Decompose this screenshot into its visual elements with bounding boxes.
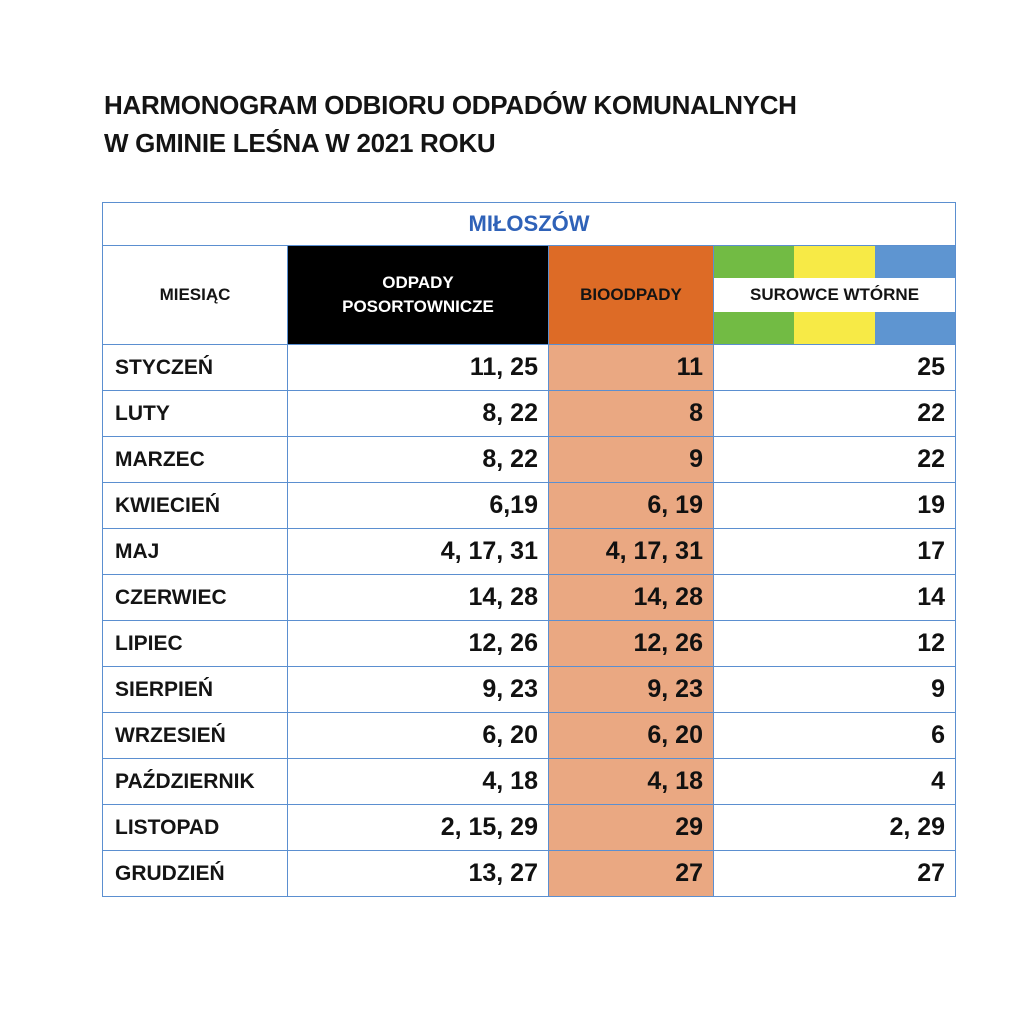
table-row <box>103 483 956 529</box>
table-row <box>103 345 956 391</box>
header-month: MIESIĄC <box>103 246 288 345</box>
surowce-cell: 17 <box>714 529 956 575</box>
bioodpady-cell: 8 <box>549 391 714 437</box>
location-row <box>103 203 956 246</box>
odpady-cell: 4, 18 <box>288 759 549 805</box>
surowce-cell: 12 <box>714 621 956 667</box>
odpady-cell: 14, 28 <box>288 575 549 621</box>
location-name: MIŁOSZÓW <box>103 203 956 246</box>
month-cell: PAŹDZIERNIK <box>103 759 288 805</box>
surowce-cell: 22 <box>714 391 956 437</box>
table-row <box>103 713 956 759</box>
color-stripes-top <box>714 246 955 278</box>
surowce-cell: 2, 29 <box>714 805 956 851</box>
month-cell: SIERPIEŃ <box>103 667 288 713</box>
month-cell: LIPIEC <box>103 621 288 667</box>
table-row <box>103 851 956 897</box>
month-cell: LISTOPAD <box>103 805 288 851</box>
green-stripe <box>714 312 794 344</box>
document-title <box>104 86 797 162</box>
surowce-cell: 4 <box>714 759 956 805</box>
odpady-cell: 9, 23 <box>288 667 549 713</box>
month-cell: CZERWIEC <box>103 575 288 621</box>
title-line-2: W GMINIE LEŚNA W 2021 ROKU <box>104 128 496 158</box>
table-row <box>103 437 956 483</box>
yellow-stripe <box>794 312 874 344</box>
odpady-cell: 6,19 <box>288 483 549 529</box>
month-cell: LUTY <box>103 391 288 437</box>
surowce-cell: 9 <box>714 667 956 713</box>
table-row <box>103 621 956 667</box>
odpady-cell: 2, 15, 29 <box>288 805 549 851</box>
blue-stripe <box>875 246 955 278</box>
surowce-cell: 14 <box>714 575 956 621</box>
color-stripes-bottom <box>714 312 955 344</box>
bioodpady-cell: 6, 19 <box>549 483 714 529</box>
odpady-cell: 12, 26 <box>288 621 549 667</box>
table-row <box>103 575 956 621</box>
month-cell: MAJ <box>103 529 288 575</box>
bioodpady-cell: 12, 26 <box>549 621 714 667</box>
month-cell: WRZESIEŃ <box>103 713 288 759</box>
bioodpady-cell: 9, 23 <box>549 667 714 713</box>
header-surowce-wtorne <box>714 246 956 345</box>
bioodpady-cell: 9 <box>549 437 714 483</box>
bioodpady-cell: 27 <box>549 851 714 897</box>
month-cell: KWIECIEŃ <box>103 483 288 529</box>
odpady-cell: 8, 22 <box>288 437 549 483</box>
header-row <box>103 246 956 345</box>
odpady-cell: 6, 20 <box>288 713 549 759</box>
bioodpady-cell: 4, 17, 31 <box>549 529 714 575</box>
odpady-cell: 13, 27 <box>288 851 549 897</box>
month-cell: STYCZEŃ <box>103 345 288 391</box>
bioodpady-cell: 14, 28 <box>549 575 714 621</box>
header-odpady-line-2: POSORTOWNICZE <box>342 297 494 316</box>
surowce-cell: 19 <box>714 483 956 529</box>
bioodpady-cell: 11 <box>549 345 714 391</box>
header-odpady-line-1: ODPADY <box>382 273 454 292</box>
header-bioodpady: BIOODPADY <box>549 246 714 345</box>
bioodpady-cell: 29 <box>549 805 714 851</box>
surowce-cell: 25 <box>714 345 956 391</box>
table-row <box>103 391 956 437</box>
surowce-cell: 22 <box>714 437 956 483</box>
bioodpady-cell: 6, 20 <box>549 713 714 759</box>
table-row <box>103 759 956 805</box>
surowce-cell: 27 <box>714 851 956 897</box>
schedule-table <box>102 202 956 897</box>
bioodpady-cell: 4, 18 <box>549 759 714 805</box>
surowce-cell: 6 <box>714 713 956 759</box>
odpady-cell: 8, 22 <box>288 391 549 437</box>
blue-stripe <box>875 312 955 344</box>
green-stripe <box>714 246 794 278</box>
month-cell: GRUDZIEŃ <box>103 851 288 897</box>
header-surowce-label: SUROWCE WTÓRNE <box>750 285 920 304</box>
table-row <box>103 667 956 713</box>
odpady-cell: 4, 17, 31 <box>288 529 549 575</box>
odpady-cell: 11, 25 <box>288 345 549 391</box>
table-row <box>103 805 956 851</box>
yellow-stripe <box>794 246 874 278</box>
month-cell: MARZEC <box>103 437 288 483</box>
title-line-1: HARMONOGRAM ODBIORU ODPADÓW KOMUNALNYCH <box>104 90 797 120</box>
header-odpady-posortownicze <box>288 246 549 345</box>
table-row <box>103 529 956 575</box>
